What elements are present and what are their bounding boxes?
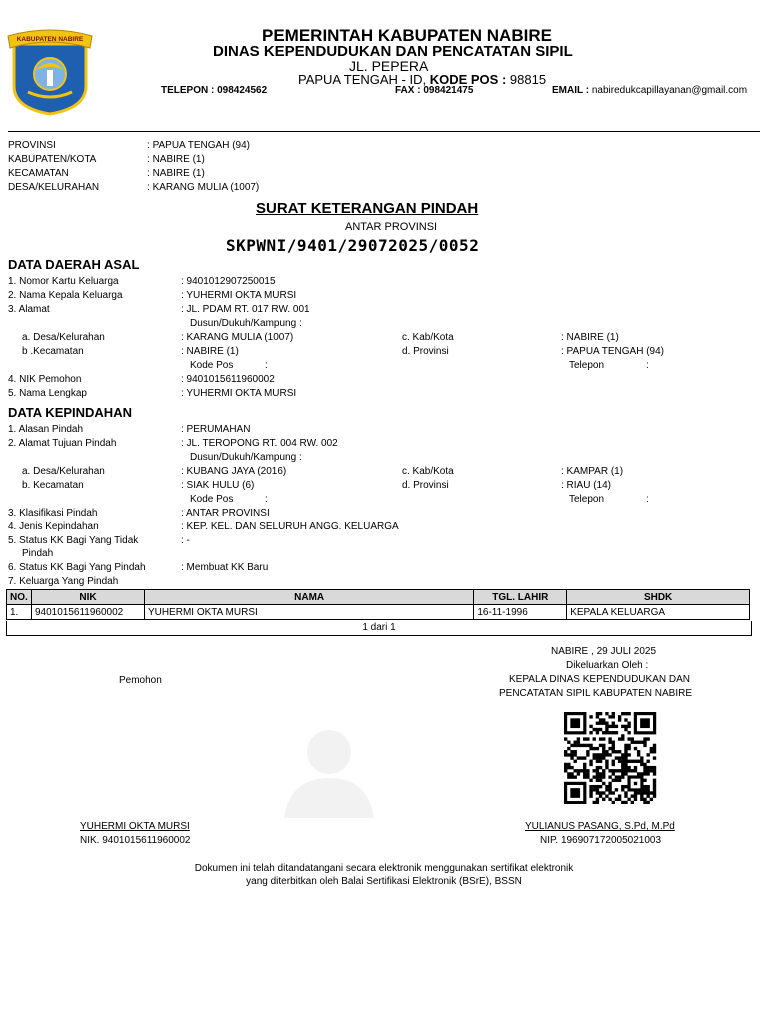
header-line1: PEMERINTAH KABUPATEN NABIRE	[262, 26, 552, 45]
pindah-prov-label: d. Provinsi	[402, 480, 449, 491]
pindah-telepon-colon: :	[646, 494, 649, 505]
region-label: KABUPATEN/KOTA	[8, 154, 97, 165]
region-value	[147, 168, 205, 179]
col-header-nama: NAMA	[144, 590, 473, 605]
asal-kepala-value: : YUHERMI OKTA MURSI	[181, 290, 297, 301]
asal-nik-value: : 9401015611960002	[181, 374, 275, 385]
asal-kk-label: 1. Nomor Kartu Keluarga	[8, 276, 119, 287]
header-line4-pre: PAPUA TENGAH - ID,	[298, 72, 430, 87]
asal-alamat-label: 3. Alamat	[8, 304, 50, 315]
asal-kodepos-label: Kode Pos	[190, 360, 234, 371]
asal-telepon-colon: :	[646, 360, 649, 371]
pindah-jenis-label: 4. Jenis Kepindahan	[8, 521, 99, 532]
pindah-desa-value: : KUBANG JAYA (2016)	[181, 466, 287, 477]
pindah-status-tidak-value: : -	[181, 535, 190, 546]
table-row	[7, 605, 750, 620]
asal-prov-value: : PAPUA TENGAH (94)	[561, 346, 664, 357]
col-header-no: NO.	[7, 590, 32, 605]
document-subtitle: ANTAR PROVINSI	[345, 221, 438, 233]
place-date: NABIRE , 29 JULI 2025	[551, 646, 657, 657]
pindah-telepon-label: Telepon	[569, 494, 605, 505]
document-number: SKPWNI/9401/29072025/0052	[226, 236, 480, 255]
header-divider	[8, 131, 760, 132]
region-value	[147, 154, 205, 165]
pindah-tujuan-label: 2. Alamat Tujuan Pindah	[8, 438, 117, 449]
region-value	[147, 182, 259, 193]
pindah-kec-value: : SIAK HULU (6)	[181, 480, 255, 491]
pindah-kodepos-label: Kode Pos	[190, 494, 234, 505]
pindah-status-tidak-label-2: Pindah	[22, 548, 54, 559]
asal-kodepos-colon: :	[265, 360, 268, 371]
asal-kab-value: : NABIRE (1)	[561, 332, 619, 343]
header-kodepos-value: 98815	[509, 72, 547, 87]
col-header-shdk: SHDK	[567, 590, 750, 605]
cell-tgl-lahir: 16-11-1996	[474, 605, 567, 620]
pindah-status-tidak-label: 5. Status KK Bagi Yang Tidak	[8, 535, 139, 546]
officer-nip: NIP. 196907172005021003	[540, 835, 662, 846]
section-asal-title: DATA DAERAH ASAL	[8, 257, 140, 272]
asal-desa-value: : KARANG MULIA (1007)	[181, 332, 294, 343]
family-table	[6, 589, 750, 620]
asal-desa-label: a. Desa/Kelurahan	[22, 332, 105, 343]
pindah-kab-label: c. Kab/Kota	[402, 466, 454, 477]
asal-kab-label: c. Kab/Kota	[402, 332, 454, 343]
applicant-name: YUHERMI OKTA MURSI	[80, 821, 190, 832]
official-title-2: PENCATATAN SIPIL KABUPATEN NABIRE	[499, 688, 693, 699]
person-silhouette-icon	[280, 722, 378, 820]
header-line3: JL. PEPERA	[349, 58, 429, 74]
pindah-keluarga-label: 7. Keluarga Yang Pindah	[8, 576, 119, 587]
pindah-jenis-value: : KEP. KEL. DAN SELURUH ANGG. KELUARGA	[181, 521, 399, 532]
region-colon: :	[147, 182, 153, 193]
asal-alamat-value: : JL. PDAM RT. 017 RW. 001	[181, 304, 310, 315]
officer-name: YULIANUS PASANG, S.Pd, M.Pd	[525, 821, 675, 832]
qr-code	[555, 712, 665, 804]
footer-line1: Dokumen ini telah ditandatangani secara elektronik menggunakan sertifikat elektronik	[194, 863, 574, 874]
region-colon: :	[147, 140, 153, 151]
pindah-status-pindah-label: 6. Status KK Bagi Yang Pindah	[8, 562, 146, 573]
email-value: nabiredukcapillayanan@gmail.com	[591, 85, 748, 96]
region-colon: :	[147, 154, 153, 165]
region-value-text: KARANG MULIA (1007)	[152, 182, 260, 193]
asal-telepon-label: Telepon	[569, 360, 605, 371]
asal-kec-value: : NABIRE (1)	[181, 346, 239, 357]
pindah-kec-label: b. Kecamatan	[22, 480, 84, 491]
pindah-prov-value: : RIAU (14)	[561, 480, 612, 491]
document-title: SURAT KETERANGAN PINDAH	[256, 200, 479, 217]
cell-shdk: KEPALA KELUARGA	[567, 605, 750, 620]
pindah-dusun: Dusun/Dukuh/Kampung :	[190, 452, 302, 463]
pindah-klas-value: : ANTAR PROVINSI	[181, 508, 270, 519]
pindah-kab-value: : KAMPAR (1)	[561, 466, 624, 477]
col-header-tgl-lahir: TGL. LAHIR	[474, 590, 567, 605]
region-label: KECAMATAN	[8, 168, 69, 179]
header-line2: DINAS KEPENDUDUKAN DAN PENCATATAN SIPIL	[213, 43, 573, 60]
cell-nama: YUHERMI OKTA MURSI	[144, 605, 473, 620]
section-pindah-title: DATA KEPINDAHAN	[8, 405, 132, 420]
email-label: EMAIL :	[552, 85, 592, 96]
asal-kepala-label: 2. Nama Kepala Keluarga	[8, 290, 123, 301]
header-kodepos-label: KODE POS :	[429, 72, 510, 87]
applicant-nik: NIK. 9401015611960002	[80, 835, 191, 846]
region-value	[147, 140, 250, 151]
asal-nama-label: 5. Nama Lengkap	[8, 388, 87, 399]
col-header-nik: NIK	[31, 590, 144, 605]
asal-dusun: Dusun/Dukuh/Kampung :	[190, 318, 302, 329]
pindah-tujuan-value: : JL. TEROPONG RT. 004 RW. 002	[181, 438, 338, 449]
issued-by: Dikeluarkan Oleh :	[566, 660, 649, 671]
official-title-1: KEPALA DINAS KEPENDUDUKAN DAN	[509, 674, 690, 685]
region-label: DESA/KELURAHAN	[8, 182, 100, 193]
header-fax: FAX : 098421475	[395, 85, 474, 96]
header-email	[552, 85, 747, 96]
asal-nama-value: : YUHERMI OKTA MURSI	[181, 388, 297, 399]
logo-text: KABUPATEN NABIRE	[16, 36, 84, 43]
asal-prov-label: d. Provinsi	[402, 346, 449, 357]
pindah-alasan-label: 1. Alasan Pindah	[8, 424, 84, 435]
cell-nik: 9401015611960002	[31, 605, 144, 620]
asal-nik-label: 4. NIK Pemohon	[8, 374, 82, 385]
region-label: PROVINSI	[8, 140, 56, 151]
pindah-status-pindah-value: : Membuat KK Baru	[181, 562, 269, 573]
pemohon-label: Pemohon	[119, 675, 162, 686]
cell-no: 1.	[7, 605, 32, 620]
table-header-row	[7, 590, 750, 605]
region-value-text: PAPUA TENGAH (94)	[152, 140, 250, 151]
nabire-logo	[6, 26, 94, 116]
table-pager: 1 dari 1	[6, 621, 752, 636]
region-colon: :	[147, 168, 153, 179]
region-value-text: NABIRE (1)	[152, 168, 205, 179]
footer-line2: yang diterbitkan oleh Balai Sertifikasi Elektronik (BSrE), BSSN	[246, 876, 522, 887]
pindah-desa-label: a. Desa/Kelurahan	[22, 466, 105, 477]
header-telepon: TELEPON : 098424562	[161, 85, 268, 96]
pindah-klas-label: 3. Klasifikasi Pindah	[8, 508, 98, 519]
pindah-alasan-value: : PERUMAHAN	[181, 424, 251, 435]
pindah-kodepos-colon: :	[265, 494, 268, 505]
asal-kec-label: b .Kecamatan	[22, 346, 84, 357]
asal-kk-value: : 9401012907250015	[181, 276, 276, 287]
region-value-text: NABIRE (1)	[152, 154, 205, 165]
